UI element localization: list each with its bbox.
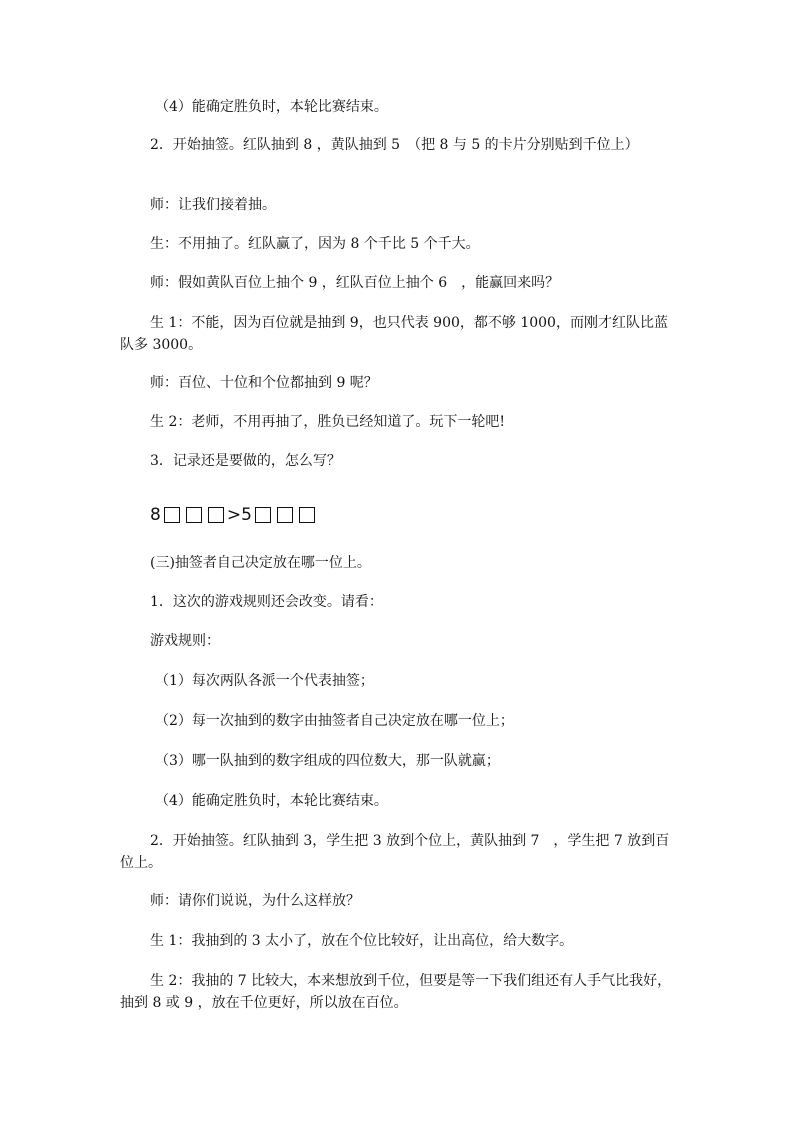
rule-4: （4）能确定胜负时，本轮比赛结束。 bbox=[155, 793, 388, 809]
rule-4-line: （4）能确定胜负时，本轮比赛结束。 bbox=[155, 99, 388, 115]
blank-box bbox=[186, 507, 202, 523]
expr-operator: >5 bbox=[226, 505, 252, 525]
blank-box bbox=[164, 507, 180, 523]
rule-2: （2）每一次抽到的数字由抽签者自己决定放在哪一位上； bbox=[155, 713, 514, 729]
blank-box bbox=[255, 507, 271, 523]
student-line-1: 生：不用抽了。红队赢了，因为 8 个千比 5 个千大。 bbox=[150, 236, 480, 252]
rule-1: （1）每次两队各派一个代表抽签； bbox=[155, 673, 374, 689]
student1-paragraph: 生 1：不能，因为百位就是抽到 9，也只代表 900，都不够 1000，而刚才红队比蓝队多 3000。 bbox=[120, 315, 668, 353]
blank-box bbox=[299, 507, 315, 523]
rules-title: 游戏规则： bbox=[150, 633, 220, 649]
rules-intro: 1．这次的游戏规则还会改变。请看： bbox=[150, 594, 383, 610]
blank-box bbox=[277, 507, 293, 523]
comparison-expression bbox=[150, 504, 318, 526]
draw-paragraph: 2．开始抽签。红队抽到 8 ，黄队抽到 5 （把 8 与 5 的卡片分别贴到千位上） bbox=[150, 137, 639, 153]
teacher-line-4: 师：请你们说说，为什么这样放？ bbox=[150, 893, 360, 909]
blank-box bbox=[208, 507, 224, 523]
student1-line-2: 生 1：我抽到的 3 太小了，放在个位比较好，让出高位，给大数字。 bbox=[150, 933, 574, 949]
teacher-line-3: 师：百位、十位和个位都抽到 9 呢？ bbox=[150, 375, 378, 391]
expr-left-digit: 8 bbox=[150, 505, 161, 525]
student2-line: 生 2：老师，不用再抽了，胜负已经知道了。玩下一轮吧! bbox=[150, 414, 505, 430]
rule-3: （3）哪一队抽到的数字组成的四位数大，那一队就赢； bbox=[155, 753, 500, 769]
teacher-line-2: 师：假如黄队百位上抽个 9 ，红队百位上抽个 6 ，能赢回来吗？ bbox=[150, 275, 560, 291]
draw-paragraph-2: 2．开始抽签。红队抽到 3，学生把 3 放到个位上，黄队抽到 7 ，学生把 7 放到百位上。 bbox=[120, 833, 670, 871]
student2-paragraph: 生 2：我抽的 7 比较大，本来想放到千位，但要是等一下我们组还有人手气比我好，抽到 8 或 9 ，放在千位更好，所以放在百位。 bbox=[120, 973, 672, 1011]
record-question: 3．记录还是要做的，怎么写？ bbox=[150, 453, 341, 469]
teacher-line-1: 师：让我们接着抽。 bbox=[150, 197, 276, 213]
section-heading: (三)抽签者自己决定放在哪一位上。 bbox=[150, 555, 371, 571]
